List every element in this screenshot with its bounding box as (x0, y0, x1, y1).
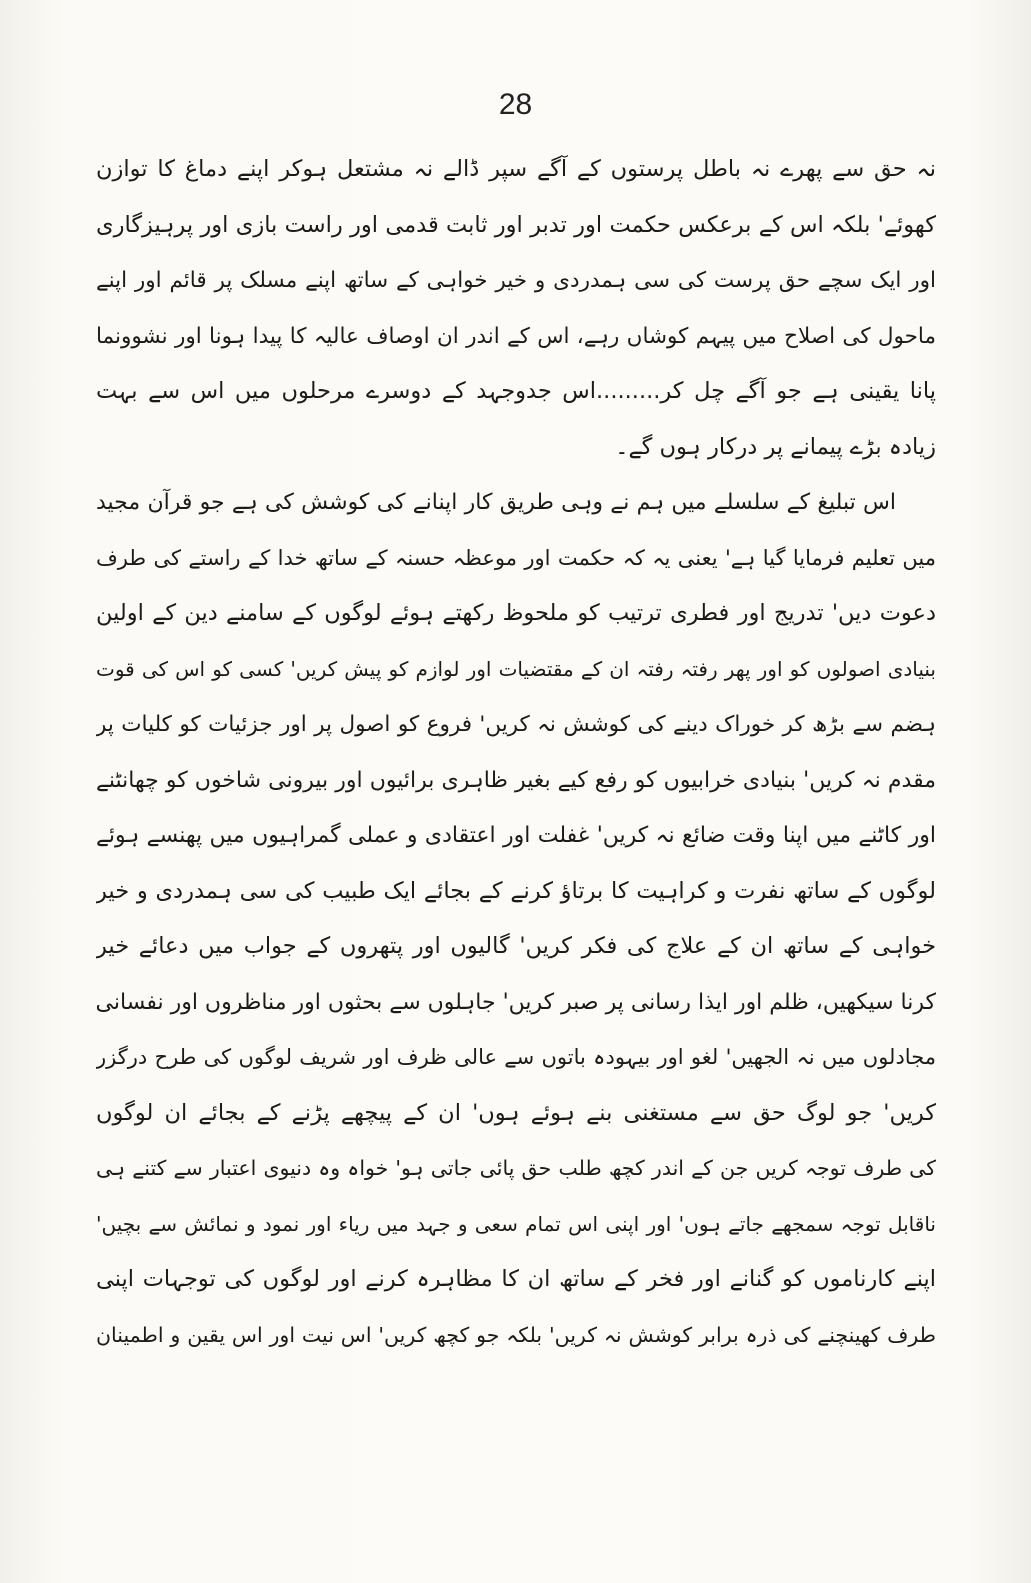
text-line: طرف کھینچنے کی ذرہ برابر کوشش نہ کریں' بلکہ جو کچھ کریں' اس نیت اور اس یقین و اطمینان (96, 1322, 936, 1347)
text-line: خواہی کے ساتھ ان کے علاج کی فکر کریں' گالیوں اور پتھروں کے جواب میں دعائے خیر (96, 933, 936, 959)
text-line: میں تعلیم فرمایا گیا ہے' یعنی یہ کہ حکمت اور موعظہ حسنہ کے ساتھ خدا کے راستے کی طرف (96, 545, 936, 570)
text-line: کرنا سیکھیں، ظلم اور ایذا رسانی پر صبر کریں' جاہلوں سے بحثوں اور مناظروں اور نفسانی (96, 989, 936, 1015)
text-line: مجادلوں میں نہ الجھیں' لغو اور بیہودہ باتوں سے عالی ظرف اور شریف لوگوں کی طرح درگزر (96, 1045, 936, 1069)
text-line: لوگوں کے ساتھ نفرت و کراہیت کا برتاؤ کرنے کے بجائے ایک طبیب کی سی ہمدردی و خیر (96, 877, 936, 904)
text-line: بنیادی اصولوں کو اور پھر رفتہ رفتہ ان کے مقتضیات اور لوازم کو پیش کریں' کسی کو اس کی قوت (96, 656, 936, 681)
text-line: دعوت دیں' تدریج اور فطری ترتیب کو ملحوظ رکھتے ہوئے لوگوں کے سامنے دین کے اولین (96, 600, 936, 626)
text-line: اور ایک سچے حق پرست کی سی ہمدردی و خیر خواہی کے ساتھ اپنے مسلک پر قائم اور اپنے (96, 268, 936, 293)
text-line: مقدم نہ کریں' بنیادی خرابیوں کو رفع کیے بغیر ظاہری برائیوں اور بیرونی شاخوں کو چھانٹنے (96, 767, 936, 793)
paragraph-end-line: زیادہ بڑے پیمانے پر درکار ہوں گے۔ (615, 433, 936, 460)
text-line: ناقابل توجہ سمجھے جاتے ہوں' اور اپنی اس تمام سعی و جہد میں ریاء اور نمود و نمائش سے بچیں' (96, 1211, 936, 1236)
paragraph-start-line: اس تبلیغ کے سلسلے میں ہم نے وہی طریق کار اپنانے کی کوشش کی ہے جو قرآن مجید (96, 490, 896, 515)
text-line: کی طرف توجہ کریں جن کے اندر کچھ طلب حق پائی جاتی ہو' خواہ وہ دنیوی اعتبار سے کتنے ہی (96, 1156, 936, 1180)
text-line: پانا یقینی ہے جو آگے چل کر.........اس جدوجہد کے دوسرے مرحلوں میں اس سے بہت (96, 378, 936, 404)
text-line: اپنے کارناموں کو گنانے اور فخر کے ساتھ ان کا مظاہرہ کرنے اور لوگوں کی توجہات اپنی (96, 1266, 936, 1292)
text-line: ماحول کی اصلاح میں پیہم کوشاں رہے، اس کے اندر ان اوصاف عالیہ کا پیدا ہونا اور نشوونما (96, 323, 936, 349)
text-line: ہضم سے بڑھ کر خوراک دینے کی کوشش نہ کریں' فروع کو اصول پر اور جزئیات کو کلیات پر (96, 712, 936, 737)
text-line: نہ حق سے پھرے نہ باطل پرستوں کے آگے سپر ڈالے نہ مشتعل ہوکر اپنے دماغ کا توازن (96, 156, 936, 182)
page-number: 28 (498, 88, 533, 121)
text-line: اور کاٹنے میں اپنا وقت ضائع نہ کریں' غفلت اور اعتقادی و عملی گمراہیوں میں پھنسے ہوئے (96, 823, 936, 848)
text-line: کریں' جو لوگ حق سے مستغنی بنے ہوئے ہوں' ان کے پیچھے پڑنے کے بجائے ان لوگوں (96, 1099, 936, 1126)
text-line: کھوئے' بلکہ اس کے برعکس حکمت اور تدبر اور ثابت قدمی اور راست بازی اور پرہیزگاری (96, 211, 936, 238)
body-text (96, 142, 936, 1363)
